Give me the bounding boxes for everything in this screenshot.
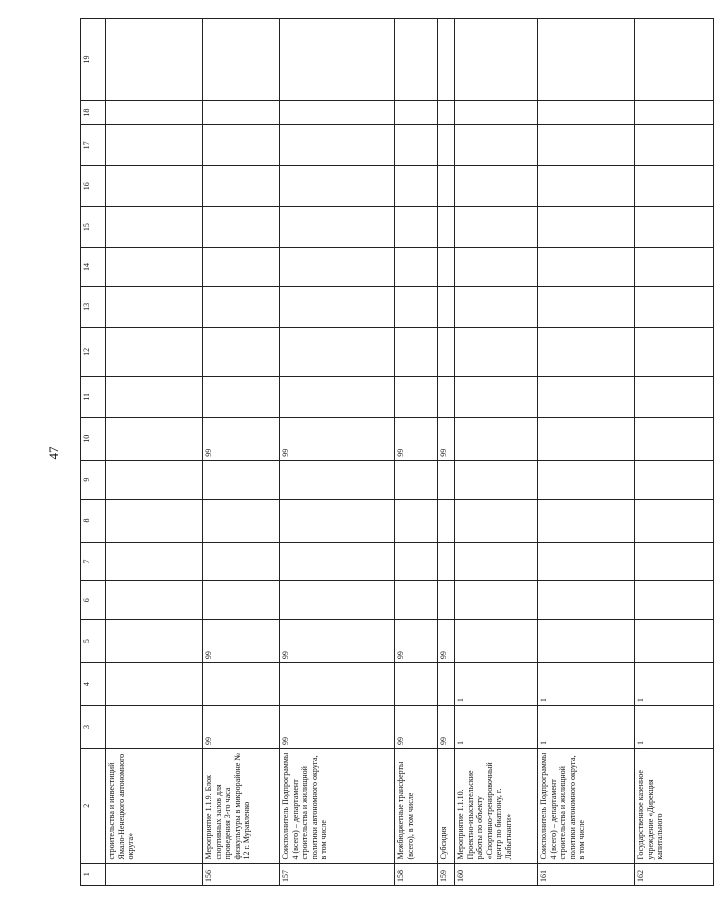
table-row — [438, 19, 455, 886]
table-row — [203, 19, 280, 886]
cell-col3: 1 — [538, 706, 635, 749]
cell-col5 — [455, 620, 538, 663]
header-cell: 8 — [81, 499, 106, 542]
cell-col10 — [635, 417, 714, 460]
row-name: строительства и инвестиций Ямало-Ненецкого автономного округа» — [106, 749, 203, 864]
header-cell: 14 — [81, 248, 106, 287]
cell-col5: 99 — [280, 620, 395, 663]
header-cell: 15 — [81, 207, 106, 248]
header-cell: 5 — [81, 620, 106, 663]
header-cell: 3 — [81, 706, 106, 749]
row-number — [106, 863, 203, 885]
cell-col4 — [203, 663, 280, 706]
cell-col10: 99 — [280, 417, 395, 460]
header-cell: 1 — [81, 863, 106, 885]
header-cell: 13 — [81, 286, 106, 327]
cell-col5 — [106, 620, 203, 663]
cell-col4 — [106, 663, 203, 706]
row-name: Межбюджетные трансферты (всего), в том числе — [395, 749, 438, 864]
cell-col4: 1 — [635, 663, 714, 706]
row-name: Соисполнитель Подпрограммы 4 (всего) – департамент строительства и жилищной политики автономного округа, в том числе — [538, 749, 635, 864]
cell-col5 — [538, 620, 635, 663]
row-number: 156 — [203, 863, 280, 885]
table-row — [635, 19, 714, 886]
header-cell: 7 — [81, 542, 106, 581]
cell-col3: 99 — [203, 706, 280, 749]
row-name: Мероприятие 1.1.9. Блок спортивных залов для проведения 3-го часа физкультуры в микрорайоне № 12 г. Муравленко — [203, 749, 280, 864]
cell-col3: 99 — [438, 706, 455, 749]
cell-col10: 99 — [395, 417, 438, 460]
table-row — [280, 19, 395, 886]
header-cell: 2 — [81, 749, 106, 864]
cell-col4 — [395, 663, 438, 706]
row-number: 162 — [635, 863, 714, 885]
cell-col10 — [106, 417, 203, 460]
header-cell: 18 — [81, 100, 106, 125]
row-number: 158 — [395, 863, 438, 885]
row-name: Мероприятие 1.1.10. Проектно-изыскательские работы по объекту «Спортивно-тренировочный центр по биатлону, г. Лабытнанги» — [455, 749, 538, 864]
cell-col10: 99 — [203, 417, 280, 460]
header-cell: 9 — [81, 460, 106, 499]
header-cell: 17 — [81, 125, 106, 166]
rotated-table-container — [80, 18, 664, 886]
cell-col3: 1 — [635, 706, 714, 749]
header-cell: 16 — [81, 166, 106, 207]
header-cell: 4 — [81, 663, 106, 706]
cell-col5: 99 — [438, 620, 455, 663]
data-table — [80, 18, 714, 886]
row-number: 161 — [538, 863, 635, 885]
cell-col3: 99 — [280, 706, 395, 749]
cell-col4 — [280, 663, 395, 706]
row-number: 157 — [280, 863, 395, 885]
cell-col10 — [538, 417, 635, 460]
cell-col3: 1 — [455, 706, 538, 749]
row-name: Субсидия — [438, 749, 455, 864]
header-cell: 6 — [81, 581, 106, 620]
cell-col10 — [455, 417, 538, 460]
row-number: 160 — [455, 863, 538, 885]
row-name: Соисполнитель Подпрограммы 4 (всего) – департамент строительства и жилищной политики автономного округа, в том числе — [280, 749, 395, 864]
row-name: Государственное казенное учреждение «Дирекция капитального — [635, 749, 714, 864]
table-row — [395, 19, 438, 886]
cell-col3: 99 — [395, 706, 438, 749]
header-cell: 11 — [81, 376, 106, 417]
header-cell: 10 — [81, 417, 106, 460]
cell-col4: 1 — [455, 663, 538, 706]
cell-col4: 1 — [538, 663, 635, 706]
header-row — [81, 19, 106, 886]
table-row — [106, 19, 203, 886]
page-number: 47 — [46, 446, 61, 460]
header-cell: 12 — [81, 327, 106, 376]
cell-col3 — [106, 706, 203, 749]
cell-col5: 99 — [395, 620, 438, 663]
cell-col4 — [438, 663, 455, 706]
header-cell: 19 — [81, 19, 106, 101]
table-row — [538, 19, 635, 886]
table-row — [455, 19, 538, 886]
row-number: 159 — [438, 863, 455, 885]
cell-col10: 99 — [438, 417, 455, 460]
cell-col5: 99 — [203, 620, 280, 663]
cell-col5 — [635, 620, 714, 663]
